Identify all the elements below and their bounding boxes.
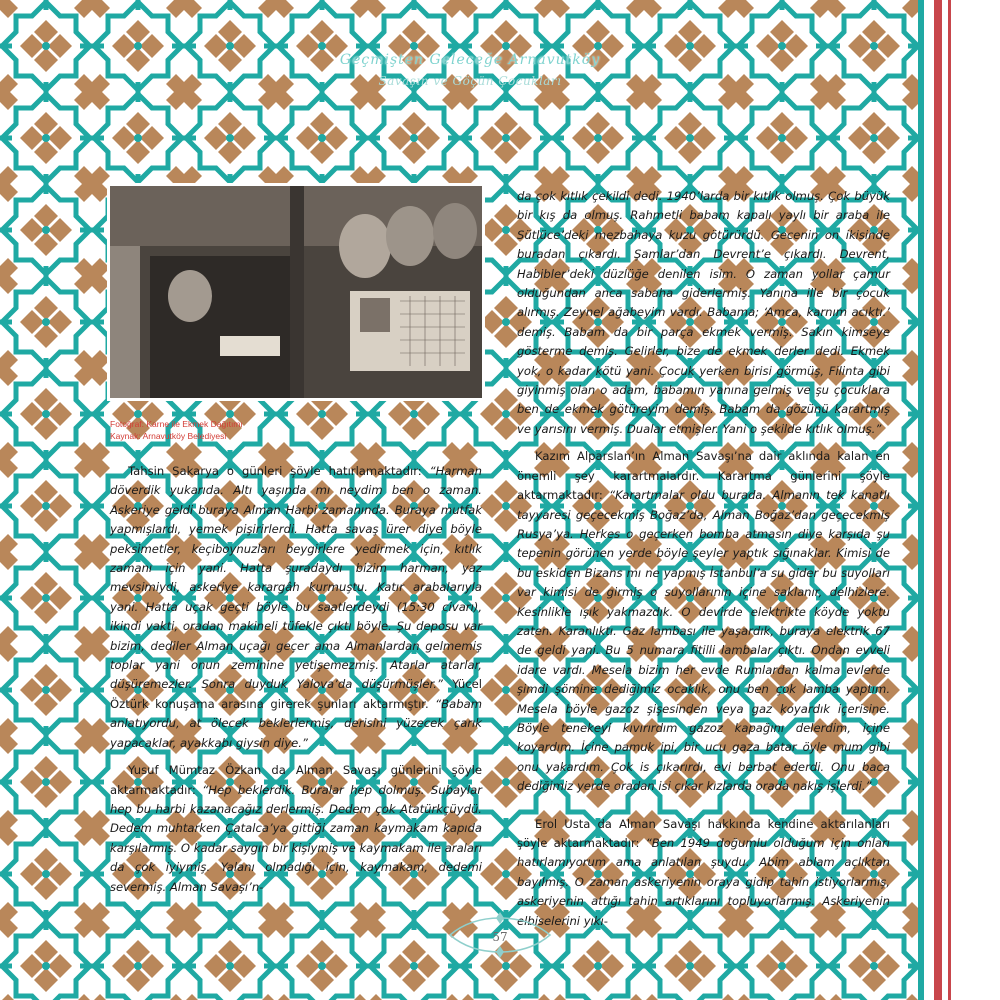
caption-title: Fotoğraf: Karne ile Ekmek Dağıtımı (110, 419, 243, 429)
text-quote: da çok kıtlık çekildi dedi. 1940’larda bir kıtlık olmuş. Çok büyük bir kış da olmuş. Rahmetli babam kapalı yaylı bir araba ile Sütlüce’deki mezbahaya kuzu götürürdü. Gecenin on ikisinde buradan çıkardı. Şamlar’dan Devrent’e çıkardı. Devrent, Habibler’deki düzlüğe denilen isim. O zaman yollar çamur olduğundan anca sabaha giderlermiş. Yanına ille bir çocuk alırmış. Zeynel ağabeyim vardı. Babama; ‘Amca, karnım acıktı.’ demiş. Babam da bir parça ekmek vermiş. Sakın kimseye gösterme demiş. Gelirler, bize de ekmek derler dedi. Ekmek yok, o kadar kötü yani. Çocuk yerken birisi görmüş, Filinta gibi giyinmiş olan o adam, babamın yanına gelmiş ve şu çocuklara ben de ekmek götüreyim demiş. Babam da gözünü karartmış ve yarısını vermiş. Dualar etmişler. Yani o şekilde kıtlık olmuş.” (517, 189, 890, 436)
paragraph-tahsin (110, 462, 482, 753)
page-number: 57 (492, 930, 508, 944)
left-column (110, 462, 482, 905)
historic-photo (110, 186, 482, 398)
header-subtitle: Savaşın ve Göçün Çocukları (378, 74, 562, 88)
caption-source: Kaynak: Arnavutköy Belediyesi (110, 431, 227, 441)
text-quote: “Babam anlatıyordu, at ölecek beklerlermiş, derisini yüzecek çarık yapacaklar, ayakkabı giysin diye.” (110, 696, 482, 750)
border-stripe-teal (918, 0, 924, 1000)
text-quote: “Hep beklerdik. Buralar hep dolmuş. Subaylar hep bu harbi kazanacağız derlermiş. Dedem çok Atatürkçüydü. Dedem muhtarken Çatalca’ya gittiği zaman kaymakam kapıda karşılarmış. O kadar saygın bir kişiymiş ve kaymakam ile araları da çok iyiymiş. Yalanı olmadığı için, kaymakam, dedemi severmiş. Alman Savaşı’n- (110, 782, 482, 894)
text-intro: Yusuf Mümtaz Özkan da Alman Savaşı günlerini şöyle aktarmaktadır: (110, 763, 482, 797)
text-mid: Yücel Öztürk konuşama arasına girerek şunları aktarmıştır. (110, 677, 483, 711)
border-stripe-red-1 (934, 0, 942, 1000)
text-intro: Erol Usta da Alman Savaşı hakkında kendine aktarılanları şöyle aktarmaktadır: (517, 816, 890, 850)
right-column (517, 187, 890, 939)
paragraph-yusuf (110, 761, 482, 897)
border-stripe-white (951, 0, 1000, 1000)
paragraph-kazim (517, 447, 890, 796)
text-quote: “Harman döverdik yukarıda. Altı yaşında mı neydim ben o zaman. Askeriye geldi buraya Alman Harbi zamanında. Buraya mutfak yapmışlardı, yemek pişirirlerdi. Hatta savaş ürer diye böyle peksimetler, keçiboynuzları beygirlere yedirmek için, kıtlık zamanı için yani. Hatta şuradaydı bizim harman, yaz mevsimiydi, askeriye karargâh kurmuştu. Katır arabalarıyla yani. Hatta uçak geçti böyle bu saatlerdeydi (15:30 civarı), ikindi vakti, oradan makineli tüfekle çıktı böyle. Şu deposu var bizim, dediler Alman uçağı geçer ama Almanlardan gelmemiş toplar yani onun zeminine yetişemezmiş. Atarlar atarlar, düşüremezler. Sonra duyduk Yalova’da düşürmüşler.” (110, 464, 482, 692)
photo-caption (110, 418, 243, 442)
header-title: Geçmişten Geleceğe Arnavutköy (339, 52, 601, 68)
text-intro: Tahsin Sakarya o günleri şöyle hatırlamaktadır: (128, 464, 430, 478)
text-intro: Kazım Alparslan’ın Alman Savaşı’na dair aklında kalan en önemli şey karartmalardır. Karartma günlerini şöyle aktarmaktadır: (517, 449, 890, 503)
paragraph-erol (517, 815, 890, 931)
photo-illustration (110, 186, 482, 398)
text-quote: “Ben 1949 doğumlu olduğum için onları hatırlamıyorum ama anlatılan şuydu. Abim ablam açlıktan bayılmış. O zaman askeriyenin oraya gidip tahin istiyorlarmış, askeriyenin attığı tahin artıklarını topluyorlarmış. Askeriyenin elbiselerini yıkı- (517, 836, 890, 928)
text-quote: “Karartmalar oldu burada. Almanın tek kanatlı tayyaresi geçecekmiş Boğaz’da, Alman Boğaz’dan geçecekmiş Rusya’ya. Herkes o geçerken bomba atmasın diye karşıda şu tepenin görünen yerde böyle şeyler yaptık sığınaklar. Kimisi de bu eskiden Bizans mı ne yapmış İstanbul’a su gider bu suyolları var kimisi de girmiş o suyollarının içine saklanır, delhizlere. Kesinlikle ışık yakmazdık. O devirde elektrikte köyde yoktu zaten. Karanlıktı. Gaz lambası ile yaşardık, buraya elektrik 67 de geldi yani. Bu 5 numara fitilli lambalar çıktı. Ondan evveli idare vardı. Mesela bizim her evde Rumlardan kalma evlerde şimdi şömine dediğimiz ocaklık, onu ben çok lamba yaptım. Mesela böyle gazoz şişesinden veya gaz koyardık içerisine. Böyle tenekeyi kıvırırdım gazoz kapağını delerdim, içine koyardım. İçine pamuk ipi, bir ucu gaza batar öyle mum gibi onu yakardım. Çok is çıkarırdı, evi berbat ederdi. Onu baca dediğimiz yerde oradan isi çıkar kızlarda orada nakış işlerdi.” (517, 488, 890, 794)
paragraph-continued (517, 187, 890, 439)
